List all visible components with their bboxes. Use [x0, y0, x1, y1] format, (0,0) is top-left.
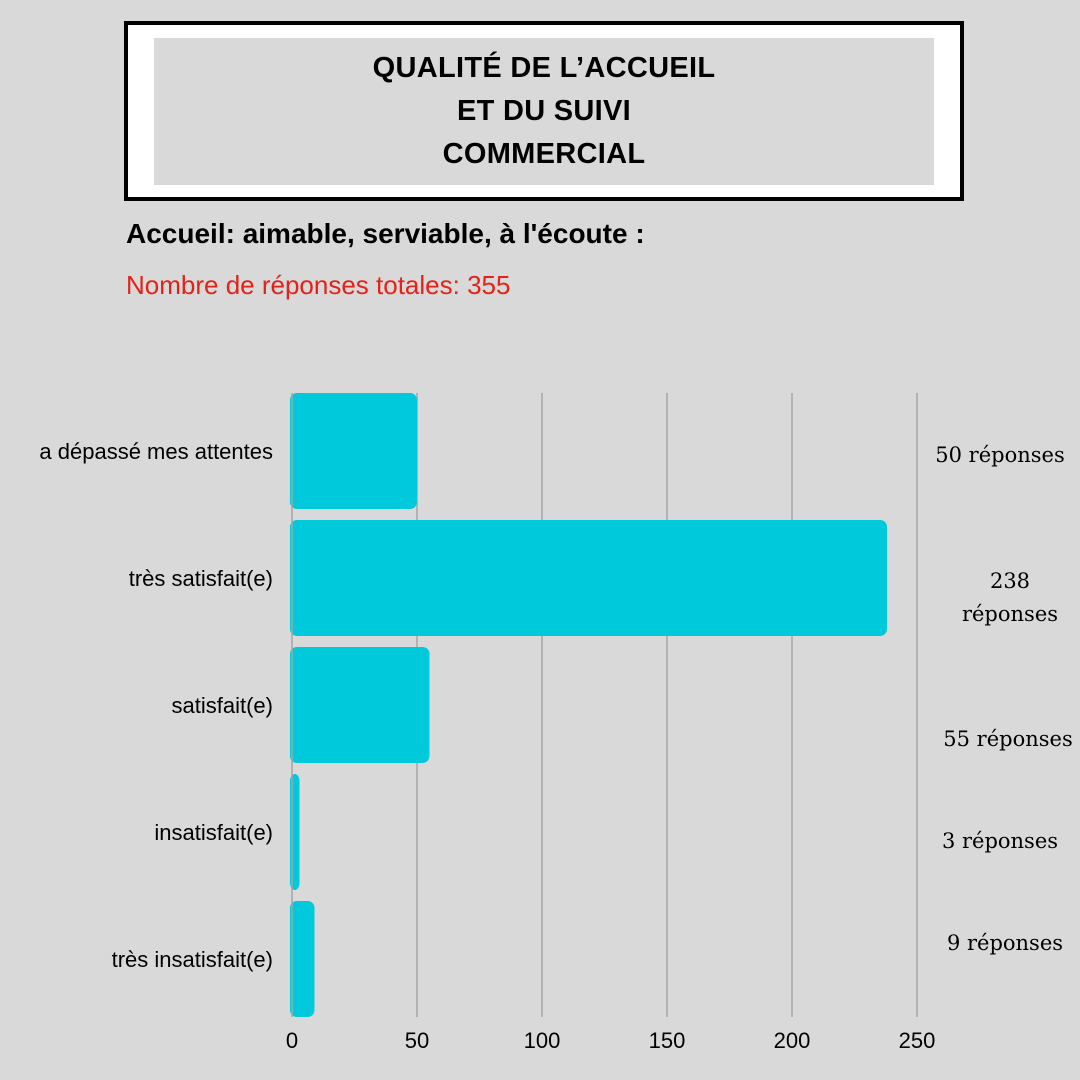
x-tick-label: 100	[523, 1028, 561, 1053]
category-label: insatisfait(e)	[154, 820, 273, 845]
value-label: réponses	[961, 602, 1059, 626]
category-label: très insatisfait(e)	[111, 947, 273, 972]
bar	[290, 520, 887, 636]
bar	[290, 901, 315, 1017]
x-tick-label: 250	[898, 1028, 936, 1053]
x-tick-label: 150	[648, 1028, 686, 1053]
x-tick-label: 0	[285, 1028, 299, 1053]
value-label: 55 réponses	[943, 727, 1073, 751]
bar	[290, 393, 417, 509]
title-line-2: ET DU SUIVI	[456, 95, 632, 127]
title-line-3: COMMERCIAL	[442, 138, 646, 170]
value-label: 9 réponses	[946, 931, 1064, 955]
category-label: satisfait(e)	[171, 693, 273, 718]
x-tick-label: 50	[404, 1028, 430, 1053]
bar	[290, 647, 430, 763]
x-tick-label: 200	[773, 1028, 811, 1053]
value-label: 50 réponses	[935, 443, 1065, 467]
value-label: 3 réponses	[941, 829, 1059, 853]
value-label: 238	[989, 569, 1031, 593]
category-label: très satisfait(e)	[128, 566, 273, 591]
category-label: a dépassé mes attentes	[39, 439, 273, 464]
total-responses-text: Nombre de réponses totales: 355	[126, 270, 511, 300]
title-line-1: QUALITÉ DE L’ACCUEIL	[372, 52, 716, 84]
question-subtitle: Accueil: aimable, serviable, à l'écoute :	[126, 218, 645, 249]
